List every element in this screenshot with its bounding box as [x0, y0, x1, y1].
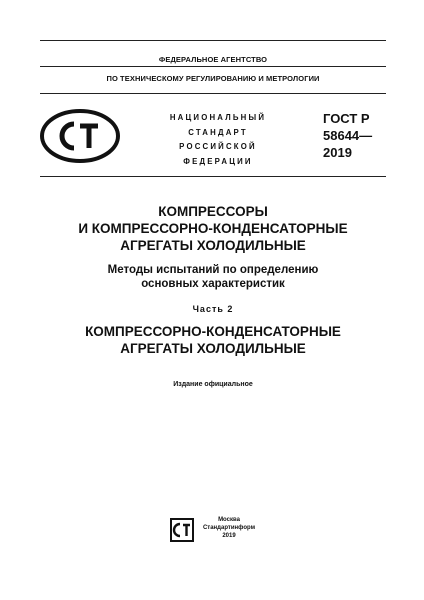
document-title-line: КОМПРЕССОРЫ	[158, 204, 268, 219]
document-title-line: АГРЕГАТЫ ХОЛОДИЛЬНЫЕ	[120, 238, 306, 253]
document-title	[40, 203, 386, 254]
top-rule	[40, 40, 386, 41]
edition-label: Издание официальное	[173, 381, 253, 388]
standartinform-logo-icon	[170, 518, 194, 542]
publisher-city: Москва	[218, 517, 240, 523]
standard-type-line: РОССИЙСКОЙ	[179, 142, 257, 151]
gost-number	[323, 110, 372, 161]
title-top-rule	[40, 176, 386, 177]
agency-divider	[40, 66, 386, 67]
publication-year: 2019	[222, 532, 236, 539]
part-title-line: КОМПРЕССОРНО-КОНДЕНСАТОРНЫЕ	[85, 324, 341, 339]
gost-r-mark-icon	[40, 108, 120, 164]
standard-type	[148, 111, 288, 169]
gost-number-line: 2019	[323, 145, 352, 160]
gost-number-line: ГОСТ Р	[323, 111, 370, 126]
publisher-info	[199, 517, 259, 540]
publisher-name: Стандартинформ	[202, 524, 256, 531]
standard-type-line: НАЦИОНАЛЬНЫЙ	[169, 113, 267, 122]
document-subtitle	[40, 263, 386, 291]
standard-type-line: СТАНДАРТ	[188, 127, 248, 137]
gost-number-line: 58644—	[323, 128, 373, 143]
header-bottom-rule	[40, 93, 386, 94]
standard-type-line: ФЕДЕРАЦИИ	[183, 156, 253, 166]
part-title-line: АГРЕГАТЫ ХОЛОДИЛЬНЫЕ	[120, 341, 306, 356]
document-subtitle-line: основных характеристик	[141, 278, 285, 290]
part-number: Часть 2	[192, 304, 234, 314]
document-subtitle-line: Методы испытаний по определению	[107, 264, 319, 276]
agency-name-line2: ПО ТЕХНИЧЕСКОМУ РЕГУЛИРОВАНИЮ И МЕТРОЛОГИИ	[106, 74, 320, 83]
part-title	[40, 323, 386, 357]
agency-name-line1: ФЕДЕРАЛЬНОЕ АГЕНТСТВО	[158, 55, 268, 64]
document-title-line: И КОМПРЕССОРНО-КОНДЕНСАТОРНЫЕ	[78, 221, 348, 236]
